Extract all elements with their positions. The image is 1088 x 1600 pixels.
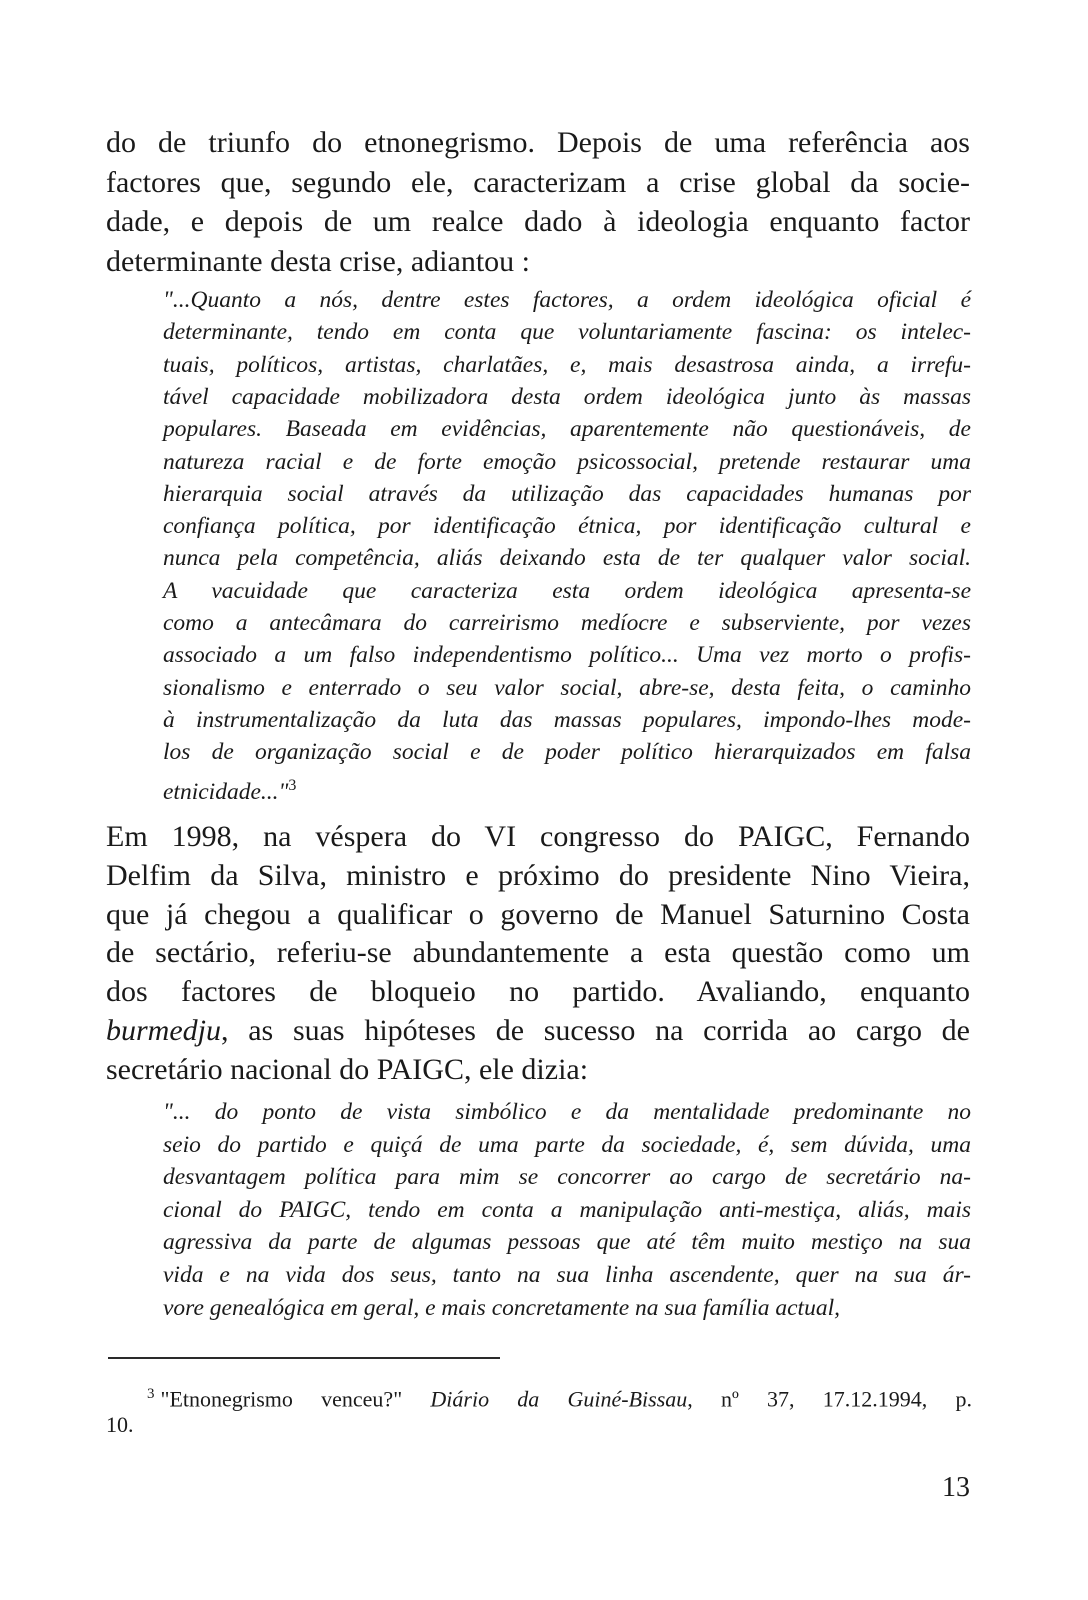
quotation-2-line: vida e na vida dos seus, tanto na sua linha ascendente, quer na sua ár- <box>163 1262 971 1288</box>
page-number: 13 <box>942 1472 970 1503</box>
quotation-2-line: "... do ponto de vista simbólico e da mentalidade predominante no <box>163 1099 971 1125</box>
quotation-2-line: agressiva da parte de algumas pessoas que até têm muito mestiço na sua <box>163 1229 971 1256</box>
quotation-2-line: cional do PAIGC, tendo em conta a manipulação anti-mestiça, aliás, mais <box>163 1196 971 1223</box>
intro-paragraph-line: factores que, segundo ele, caracterizam a crise global da socie- <box>106 165 970 199</box>
quotation-1-line: hierarquia social através da utilização das capacidades humanas por <box>163 480 971 507</box>
italic-term: burmedju <box>106 1014 221 1047</box>
quotation-1-line: determinante, tendo em conta que voluntariamente fascina: os intelec- <box>163 319 971 346</box>
quotation-2-line: desvantagem política para mim se concorrer ao cargo de secretário na- <box>163 1164 971 1191</box>
intro-paragraph-line: determinante desta crise, adiantou : <box>106 244 530 278</box>
quotation-1-line: associado a um falso independentismo político... Uma vez morto o profis- <box>163 642 971 669</box>
main-paragraph-line: que já chegou a qualificar o governo de Manuel Saturnino Costa <box>106 897 970 931</box>
quotation-1-line: sionalismo e enterrado o seu valor social, abre-se, desta feita, o caminho <box>163 674 971 701</box>
quotation-1-line: à instrumentalização da luta das massas populares, impondo-lhes mode- <box>163 706 971 733</box>
quotation-1-line: tuais, políticos, artistas, charlatães, e, mais desastrosa ainda, a irrefu- <box>163 351 971 378</box>
quotation-1-line: como a antecâmara do carreirismo medíocre e subserviente, por vezes <box>163 610 971 636</box>
footnote-text-1: "Etnonegrismo venceu?" Diário da Guiné-Bissau, nº 37, 17.12.1994, p. <box>160 1386 972 1412</box>
quotation-1-line: confiança política, por identificação étnica, por identificação cultural e <box>163 513 971 540</box>
main-paragraph-line: burmedju, as suas hipóteses de sucesso na corrida ao cargo de <box>106 1014 970 1047</box>
quotation-1-line: los de organização social e de poder político hierarquizados em falsa <box>163 739 971 766</box>
main-paragraph-line: de sectário, referiu-se abundantemente a esta questão como um <box>106 936 970 970</box>
newspaper-title: Diário da Guiné-Bissau <box>430 1386 688 1412</box>
main-paragraph-line: secretário nacional do PAIGC, ele dizia: <box>106 1052 589 1086</box>
main-paragraph-line: Em 1998, na véspera do VI congresso do PAIGC, Fernando <box>106 820 970 853</box>
quotation-2-line: vore genealógica em geral, e mais concretamente na sua família actual, <box>163 1294 840 1321</box>
footnote-line-2: 10. <box>106 1412 134 1437</box>
quotation-1-line: natureza racial e de forte emoção psicossocial, pretende restaurar uma <box>163 448 971 475</box>
main-paragraph-line: dos factores de bloqueio no partido. Avaliando, enquanto <box>106 975 970 1009</box>
quotation-1-line: A vacuidade que caracteriza esta ordem ideológica apresenta-se <box>163 577 971 604</box>
footnote-number: 3 <box>147 1386 155 1402</box>
main-paragraph-line: Delfim da Silva, ministro e próximo do presidente Nino Vieira, <box>106 858 970 892</box>
intro-paragraph-line: do de triunfo do etnonegrismo. Depois de uma referência aos <box>106 126 970 159</box>
quotation-1-line: tável capacidade mobilizadora desta ordem ideológica junto às massas <box>163 383 971 410</box>
footnote-separator <box>108 1357 500 1359</box>
quotation-2-line: seio do partido e quiçá de uma parte da sociedade, é, sem dúvida, uma <box>163 1131 971 1158</box>
intro-paragraph-line: dade, e depois de um realce dado à ideologia enquanto factor <box>106 205 970 238</box>
quotation-1-line: etnicidade..."$^3$ <box>163 776 297 805</box>
quotation-1-line: "...Quanto a nós, dentre estes factores, a ordem ideológica oficial é <box>163 287 971 313</box>
footnote-line-1 <box>106 1379 972 1412</box>
quotation-1-line: nunca pela competência, aliás deixando esta de ter qualquer valor social. <box>163 545 971 572</box>
note-reference: 3 <box>288 776 297 794</box>
quotation-1-line: populares. Baseada em evidências, aparentemente não questionáveis, de <box>163 416 971 443</box>
